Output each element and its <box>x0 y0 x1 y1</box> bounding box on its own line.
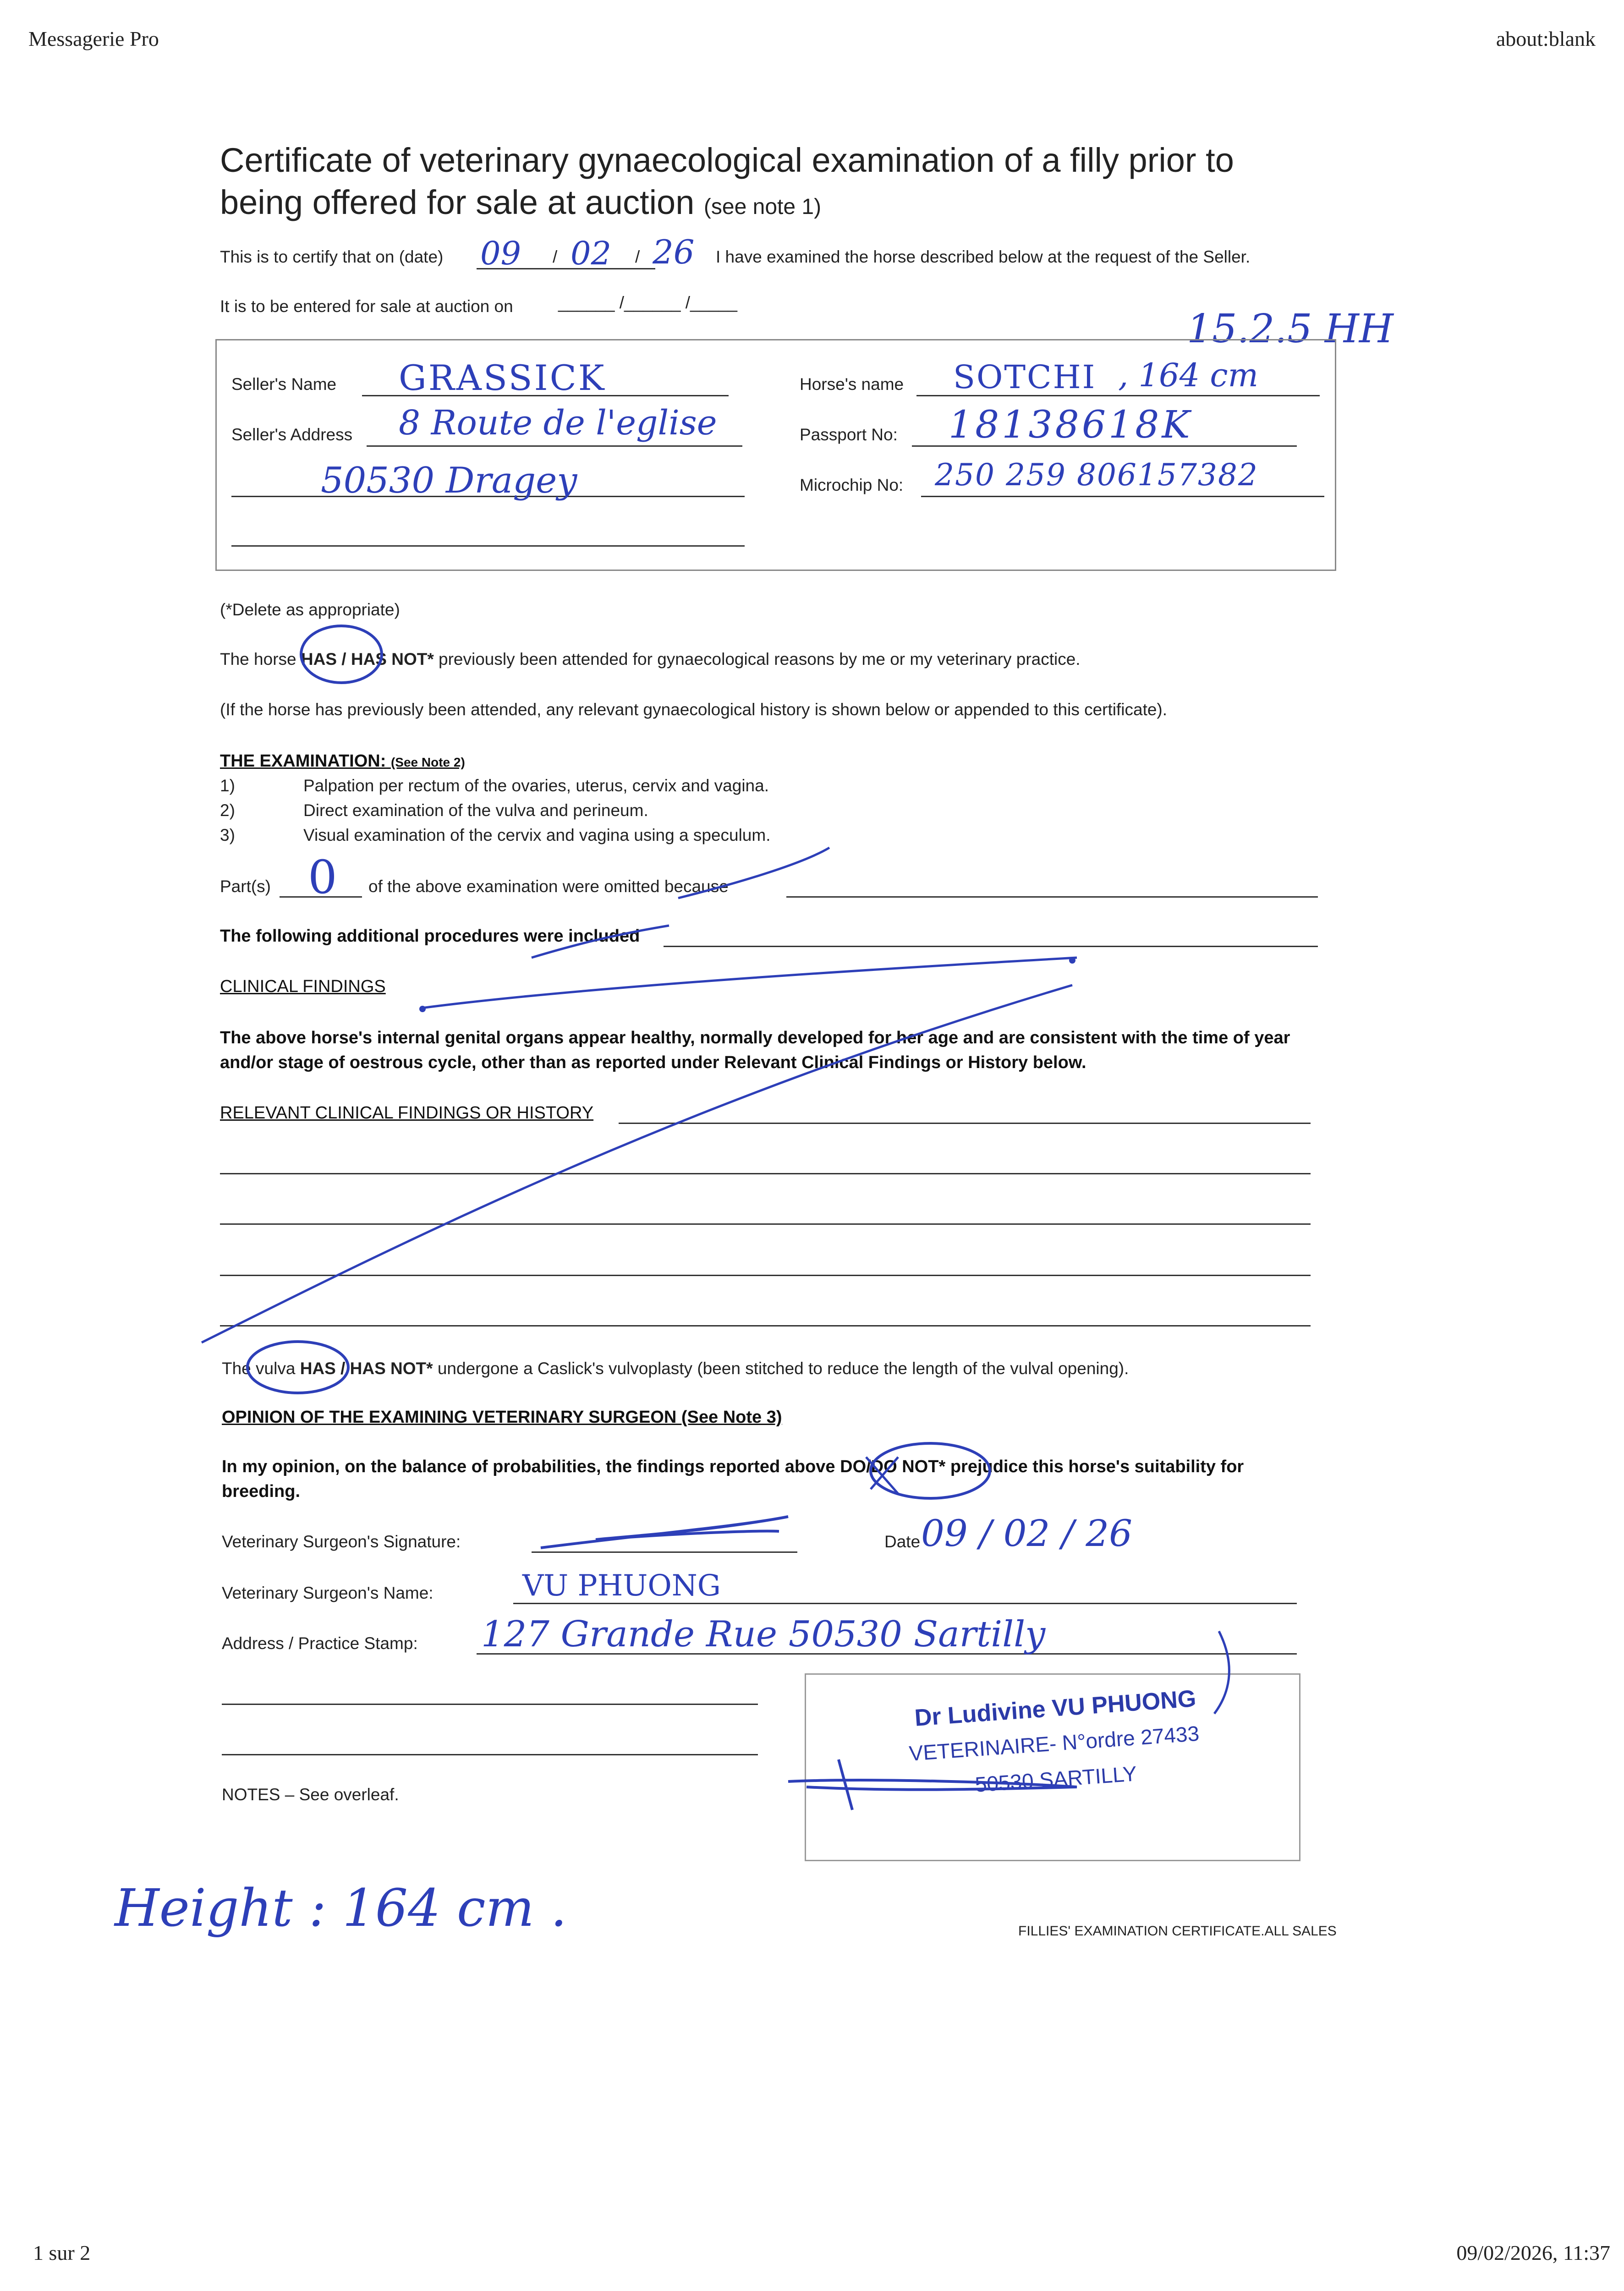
certify-day: 09 <box>480 235 521 272</box>
strike-dot-2 <box>1069 957 1075 964</box>
microchip-label: Microchip No: <box>800 476 904 494</box>
notes-label: NOTES – See overleaf. <box>222 1785 399 1804</box>
findings-diagonal-strike-1 <box>422 958 1077 1008</box>
document-title-line2: being offered for sale at auction (see note 1) <box>220 183 822 221</box>
clinical-text-line2: and/or stage of oestrous cycle, other than as reported under Relevant Clinical Findings or History below. <box>220 1053 1086 1072</box>
date-slash-2: / <box>635 247 640 266</box>
opinion-line1: In my opinion, on the balance of probabilities, the findings reported above DO/DO NOT* prejudice this horse's suitability for <box>222 1457 1244 1476</box>
opinion-choice: DO/DO NOT* <box>840 1457 946 1476</box>
attended-has-circle <box>301 626 382 683</box>
horse-height-value: , 164 cm <box>1118 356 1258 394</box>
exam-item-1-num: 1) <box>220 776 235 795</box>
microchip-value: 250 259 806157382 <box>935 457 1258 493</box>
delete-note: (*Delete as appropriate) <box>220 600 400 619</box>
vet-date-value: 09 / 02 / 26 <box>921 1512 1133 1555</box>
parts-zero-stroke <box>678 848 829 898</box>
seller-address-label: Seller's Address <box>231 425 353 444</box>
signature-label: Veterinary Surgeon's Signature: <box>222 1532 461 1551</box>
relevant-findings-heading: RELEVANT CLINICAL FINDINGS OR HISTORY <box>220 1103 594 1123</box>
certify-year: 26 <box>653 233 695 271</box>
auction-label: It is to be entered for sale at auction on <box>220 297 513 316</box>
seller-name-value: GRASSICK <box>399 357 606 398</box>
seller-name-label: Seller's Name <box>231 375 337 394</box>
stamp-line3: 50530 SARTILLY <box>974 1761 1138 1797</box>
handwritten-height-hh: 15.2.5 HH <box>1187 306 1394 352</box>
certify-prefix: This is to certify that on (date) <box>220 247 444 266</box>
stamp-signature-scribble <box>788 1759 1077 1810</box>
vulva-choice: HAS / HAS NOT* <box>300 1359 433 1378</box>
browser-url-label: about:blank <box>1496 27 1596 50</box>
passport-value: 18138618K <box>949 403 1193 447</box>
findings-diagonal-strike-2 <box>202 985 1072 1343</box>
additional-procedures-label: The following additional procedures were included <box>220 926 640 946</box>
address-flourish <box>1214 1631 1229 1714</box>
omitted-text: of the above examination were omitted because <box>368 877 729 896</box>
additional-strike <box>532 926 669 958</box>
certify-month: 02 <box>571 235 612 272</box>
vet-date-label: Date <box>884 1532 921 1551</box>
horse-name-value: SOTCHI <box>953 358 1097 396</box>
certify-suffix: I have examined the horse described below at the request of the Seller. <box>716 247 1251 266</box>
vet-signature-scribble <box>541 1517 788 1548</box>
date-slash-1: / <box>553 247 558 266</box>
vet-name-value: VU PHUONG <box>522 1569 721 1603</box>
stamp-line2: VETERINAIRE- N°ordre 27433 <box>908 1721 1200 1765</box>
vulva-line: The vulva HAS / HAS NOT* undergone a Caslick's vulvoplasty (been stitched to reduce the length of the vulval opening). <box>222 1359 1129 1378</box>
examination-heading: THE EXAMINATION: (See Note 2) <box>220 751 465 771</box>
attended-choice: HAS / HAS NOT* <box>301 650 434 669</box>
opinion-heading: OPINION OF THE EXAMINING VETERINARY SURGEON (See Note 3) <box>222 1408 782 1427</box>
attended-line: The horse HAS / HAS NOT* previously been attended for gynaecological reasons by me or my veterinary practice. <box>220 650 1081 669</box>
parts-label: Part(s) <box>220 877 271 896</box>
clinical-text-line1: The above horse's internal genital organs appear healthy, normally developed for her age and are consistent with the time of year <box>220 1028 1290 1047</box>
opinion-do-not-circle <box>871 1443 990 1498</box>
exam-item-1-text: Palpation per rectum of the ovaries, uterus, cervix and vagina. <box>303 776 769 795</box>
form-footer-code: FILLIES' EXAMINATION CERTIFICATE.ALL SALES <box>1018 1924 1337 1939</box>
strike-dot <box>419 1006 426 1012</box>
title-note: (see note 1) <box>703 195 822 219</box>
exam-item-3-text: Visual examination of the cervix and vagina using a speculum. <box>303 826 771 844</box>
auction-date-blank: ______ /______ /_____ <box>558 293 737 312</box>
passport-label: Passport No: <box>800 425 898 444</box>
vet-address-label: Address / Practice Stamp: <box>222 1634 418 1653</box>
browser-app-title: Messagerie Pro <box>28 27 159 50</box>
exam-item-2-text: Direct examination of the vulva and perineum. <box>303 801 648 820</box>
page-counter: 1 sur 2 <box>33 2241 91 2264</box>
clinical-findings-heading: CLINICAL FINDINGS <box>220 977 386 996</box>
stamp-line1: Dr Ludivine VU PHUONG <box>914 1685 1197 1732</box>
horse-name-label: Horse's name <box>800 375 904 394</box>
exam-item-3-num: 3) <box>220 826 235 844</box>
document-title-line1: Certificate of veterinary gynaecological examination of a filly prior to <box>220 141 1234 179</box>
handwritten-height-note: Height : 164 cm . <box>115 1879 567 1938</box>
attended-note: (If the horse has previously been attended, any relevant gynaecological history is shown below or appended to this certificate). <box>220 700 1168 719</box>
print-timestamp: 09/02/2026, 11:37 <box>1456 2241 1610 2264</box>
vet-address-value: 127 Grande Rue 50530 Sartilly <box>481 1614 1046 1655</box>
seller-address-line1: 8 Route de l'eglise <box>399 403 717 443</box>
vet-name-label: Veterinary Surgeon's Name: <box>222 1584 433 1602</box>
opinion-line2: breeding. <box>222 1482 301 1501</box>
vulva-has-circle <box>247 1342 348 1393</box>
parts-value: 0 <box>308 850 337 904</box>
seller-address-line2: 50530 Dragey <box>321 460 577 501</box>
exam-item-2-num: 2) <box>220 801 235 820</box>
